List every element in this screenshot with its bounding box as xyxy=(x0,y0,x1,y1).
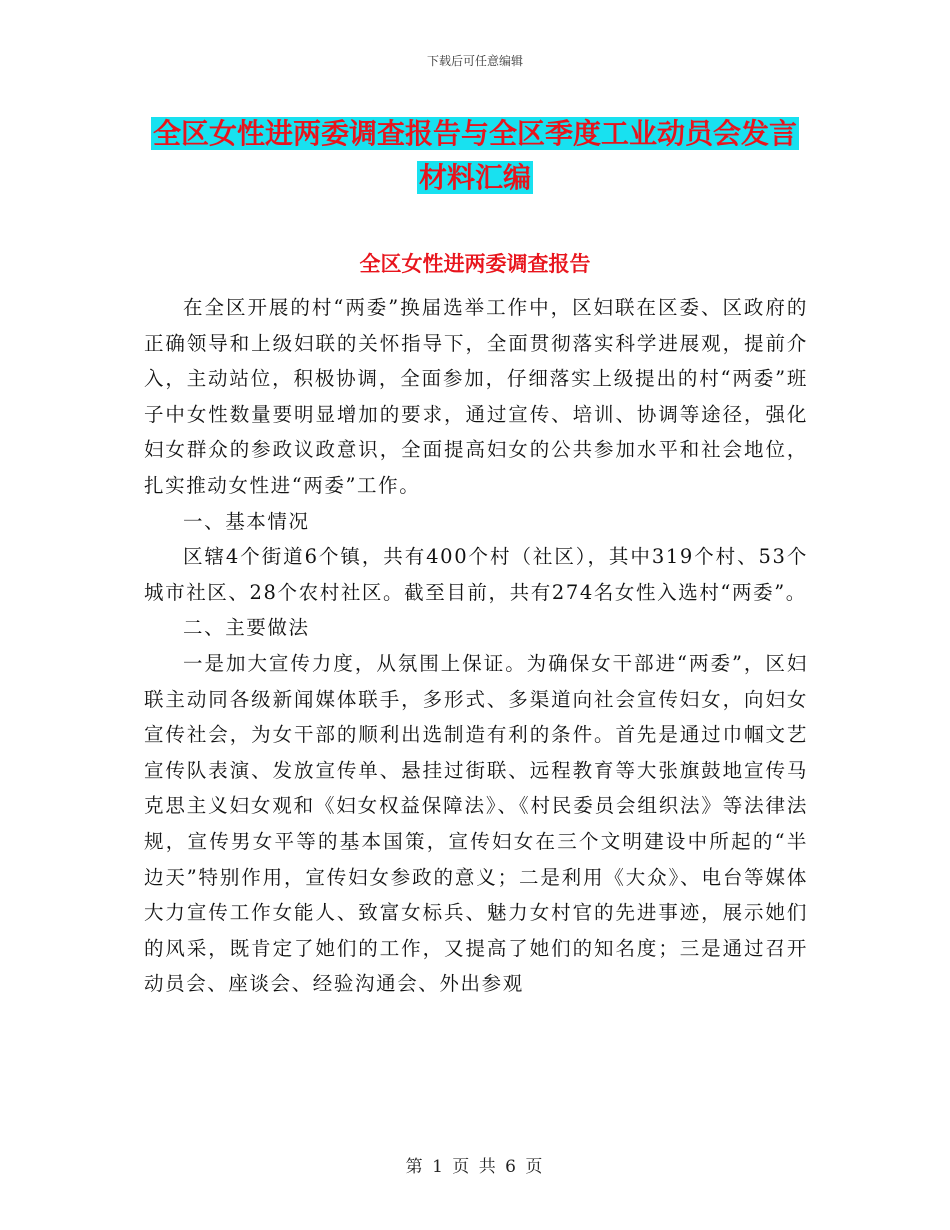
document-title-line-2: 材料汇编 xyxy=(418,161,531,194)
page-footer: 第 1 页 共 6 页 xyxy=(405,1157,545,1177)
document-title xyxy=(140,112,810,200)
section-title: 全区女性进两委调查报告 xyxy=(359,252,591,276)
document-body xyxy=(144,290,808,1002)
paragraph-main-practices: 一是加大宣传力度，从氛围上保证。为确保女干部进“两委”，区妇联主动同各级新闻媒体联手，多形式、多渠道向社会宣传妇女，向妇女宣传社会，为女干部的顺利出选制造有利的条件。首先是通过巾帼文艺宣传队表演、发放宣传单、悬挂过街联、远程教育等大张旗鼓地宣传马克思主义妇女观和《妇女权益保障法》、《村民委员会组织法》等法律法规，宣传男女平等的基本国策，宣传妇女在三个文明建设中所起的“半边天”特别作用，宣传妇女参政的意义；二是利用《大众》、电台等媒体大力宣传工作女能人、致富女标兵、魅力女村官的先进事迹，展示她们的风采，既肯定了她们的工作，又提高了她们的知名度；三是通过召开动员会、座谈会、经验沟通会、外出参观 xyxy=(144,651,808,996)
document-title-line-1: 全区女性进两委调查报告与全区季度工业动员会发言 xyxy=(152,117,797,150)
paragraph-intro: 在全区开展的村“两委”换届选举工作中，区妇联在区委、区政府的正确领导和上级妇联的关怀指导下，全面贯彻落实科学进展观，提前介入，主动站位，积极协调，全面参加，仔细落实上级提出的村“两委”班子中女性数量要明显增加的要求，通过宣传、培训、协调等途径，强化妇女群众的参政议政意识，全面提高妇女的公共参加水平和社会地位，扎实推动女性进“两委”工作。 xyxy=(144,296,808,497)
heading-main-practices: 二、主要做法 xyxy=(183,616,310,640)
heading-basic-situation: 一、基本情况 xyxy=(183,509,310,533)
paragraph-basic-situation: 区辖4个街道6个镇，共有400个村（社区），其中319个村、53个城市社区、28个农村社区。截至目前，共有274名女性入选村“两委”。 xyxy=(144,545,808,604)
header-note: 下载后可任意编辑 xyxy=(426,54,523,68)
